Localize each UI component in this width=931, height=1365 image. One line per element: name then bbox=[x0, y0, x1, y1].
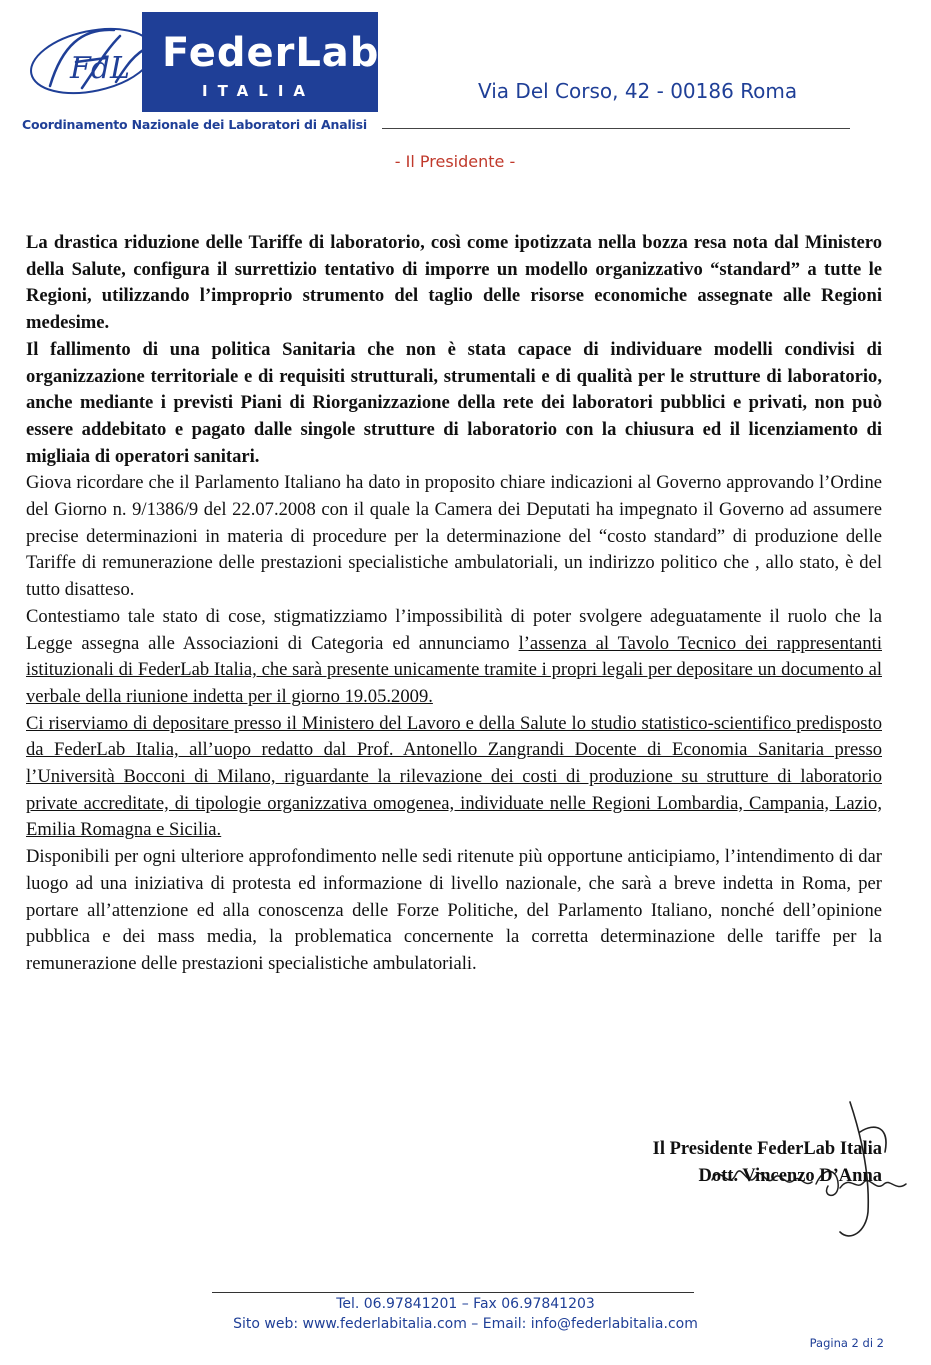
paragraph-6: Disponibili per ogni ulteriore approfondimento nelle sedi ritenute più opportune anticipiamo, l’intendimento di dar luogo ad una iniziativa di protesta ed informazione di livello nazionale, che sarà a breve indetta in Roma, per portare all’attenzione ed alla conoscenza delle Forze Politiche, del Parlamento Italiano, nonché dell’opinione pubblica e dei mass media, la problematica concernente la corretta determinazione delle tariffe per la remunerazione delle prestazioni specialistiche ambulatoriali. bbox=[26, 846, 882, 974]
signatory-title: Il Presidente FederLab Italia bbox=[652, 1139, 882, 1159]
paragraph-1: La drastica riduzione delle Tariffe di laboratorio, così come ipotizzata nella bozza resa nota dal Ministero della Salute, configura il surrettizio tentativo di imporre un modello organizzativo “standard” a tutte le Regioni, utilizzando l’improprio strumento del taglio delle risorse economiche assegnate alle Regioni medesime. bbox=[26, 232, 882, 334]
paragraph-4-underlined: l’assenza al Tavolo Tecnico dei rappresentanti istituzionali di FederLab Italia, che sarà presente unicamente tramite i propri legali per depositare un documento al verbale della riunione indetta per il giorno 19.05.2009. bbox=[26, 632, 882, 707]
logo-tagline: Coordinamento Nazionale dei Laboratori di Analisi bbox=[22, 117, 367, 132]
letterhead bbox=[0, 0, 931, 171]
paragraph-4-plain: Contestiamo tale stato di cose, stigmatizziamo l’impossibilità di poter svolgere adeguatamente il ruolo che la Legge assegna alle Associazioni di Categoria ed annunciamo bbox=[26, 605, 882, 654]
letter-body bbox=[26, 230, 882, 978]
paragraph-4 bbox=[26, 604, 882, 711]
page-number: Pagina 2 di 2 bbox=[809, 1336, 884, 1350]
svg-text:FdL: FdL bbox=[70, 51, 130, 86]
logo-subtitle: ITALIA bbox=[202, 82, 316, 100]
signatory-name: Dott. Vincenzo D’Anna bbox=[698, 1166, 882, 1186]
logo-title: FederLab bbox=[162, 30, 380, 76]
sender-role: - Il Presidente - bbox=[394, 152, 516, 171]
paragraph-3: Giova ricordare che il Parlamento Italiano ha dato in proposito chiare indicazioni al Governo approvando l’Ordine del Giorno n. 9/1386/9 del 22.07.2008 con il quale la Camera dei Deputati ha impegnato il Governo ad assumere precise determinazioni in materia di procedure per la determinazione del “costo standard” di produzione delle Tariffe di remunerazione delle prestazioni specialistiche ambulatoriali, un indirizzo politico che , allo stato, è del tutto disatteso. bbox=[26, 472, 882, 601]
footer-divider bbox=[212, 1292, 694, 1293]
federlab-logo bbox=[22, 12, 378, 112]
footer-contacts: Tel. 06.97841201 – Fax 06.97841203 bbox=[336, 1296, 595, 1312]
footer-web-email: Sito web: www.federlabitalia.com – Email: info@federlabitalia.com bbox=[233, 1316, 698, 1332]
paragraph-5: Ci riserviamo di depositare presso il Ministero del Lavoro e della Salute lo studio statistico-scientifico predisposto da FederLab Italia, all’uopo redatto dal Prof. Antonello Zangrandi Docente di Economia Sanitaria presso l’Università Bocconi di Milano, riguardante la rilevazione dei costi di produzione su strutture di laboratorio private accreditate, di tipologie organizzativa omogenea, individuate nelle Regioni Lombardia, Campania, Lazio, Emilia Romagna e Sicilia. bbox=[26, 712, 882, 841]
header-divider bbox=[382, 128, 850, 129]
paragraph-2: Il fallimento di una politica Sanitaria che non è stata capace di individuare modelli condivisi di organizzazione territoriale e di requisiti strutturali, strumentali e di qualità per le strutture di laboratorio, anche mediante i previsti Piani di Riorganizzazione della rete dei laboratori pubblici e privati, non può essere addebitato e pagato dalle singole strutture di laboratorio con la chiusura ed il licenziamento di migliaia di operatori sanitari. bbox=[26, 338, 882, 467]
fdl-monogram-icon bbox=[22, 16, 162, 106]
signature-block bbox=[560, 1136, 882, 1190]
address: Via Del Corso, 42 - 00186 Roma bbox=[478, 79, 798, 103]
